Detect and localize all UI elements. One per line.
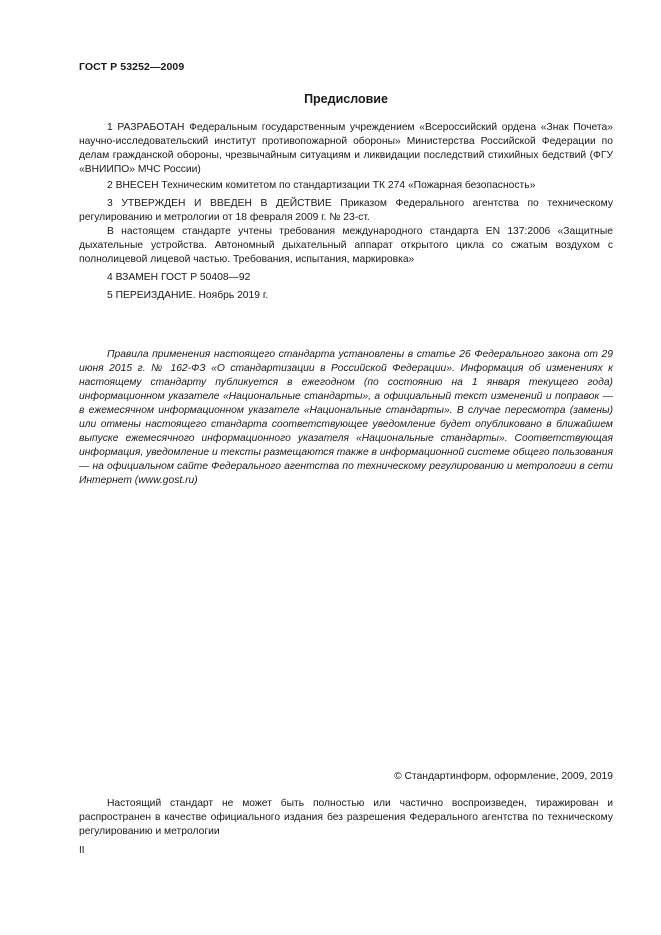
- foreword-item-5: 5 ПЕРЕИЗДАНИЕ. Ноябрь 2019 г.: [107, 290, 269, 301]
- foreword-item-4: 4 ВЗАМЕН ГОСТ Р 50408—92: [107, 272, 251, 283]
- standard-code-header: ГОСТ Р 53252—2009: [79, 61, 185, 73]
- page-number: II: [79, 845, 85, 856]
- foreword-item-3: 3 УТВЕРЖДЕН И ВВЕДЕН В ДЕЙСТВИЕ Приказом Федерального агентства по техническому регулированию и метрологии от 18 февраля 2009 г. № 23-ст.: [79, 198, 613, 223]
- reproduction-notice: Настоящий стандарт не может быть полностью или частично воспроизведен, тиражирован и распространен в качестве официального издания без разрешения Федерального агентства по техническому регулированию и метрологии: [79, 798, 613, 837]
- application-rules-notice: Правила применения настоящего стандарта установлены в статье 26 Федерального закона от 29 июня 2015 г. № 162-ФЗ «О стандартизации в Российской Федерации». Информация об изменениях к настоящему стандарту публикуется в ежегодном (по состоянию на 1 января текущего года) информационном указателе «Национальные стандарты», а официальный текст изменений и поправок — в ежемесячном информационном указателе «Национальные стандарты». В случае пересмотра (замены) или отмены настоящего стандарта соответствующее уведомление будет опубликовано в ближайшем выпуске ежемесячного информационного указателя «Национальные стандарты». Соответствующая информация, уведомление и тексты размещаются также в информационной системе общего пользования — на официальном сайте Федерального агентства по техническому регулированию и метрологии в сети Интернет (www.gost.ru): [79, 349, 613, 486]
- page-title: Предисловие: [304, 92, 388, 106]
- foreword-item-1: 1 РАЗРАБОТАН Федеральным государственным учреждением «Всероссийский ордена «Знак Почета» научно-исследовательский институт противопожарной обороны» Министерства Российской Федерации по делам гражданской обороны, чрезвычайным ситуациям и ликвидации последствий стихийных бедствий (ФГУ «ВНИИПО» МЧС России): [79, 122, 613, 175]
- foreword-item-2: 2 ВНЕСЕН Техническим комитетом по стандартизации ТК 274 «Пожарная безопасность»: [107, 180, 536, 191]
- copyright-line: © Стандартинформ, оформление, 2009, 2019: [394, 771, 613, 782]
- foreword-item-3-note: В настоящем стандарте учтены требования международного стандарта EN 137:2006 «Защитные дыхательные устройства. Автономный дыхательный аппарат открытого цикла со сжатым воздухом с полнолицевой лицевой частью. Требования, испытания, маркировка»: [79, 226, 613, 265]
